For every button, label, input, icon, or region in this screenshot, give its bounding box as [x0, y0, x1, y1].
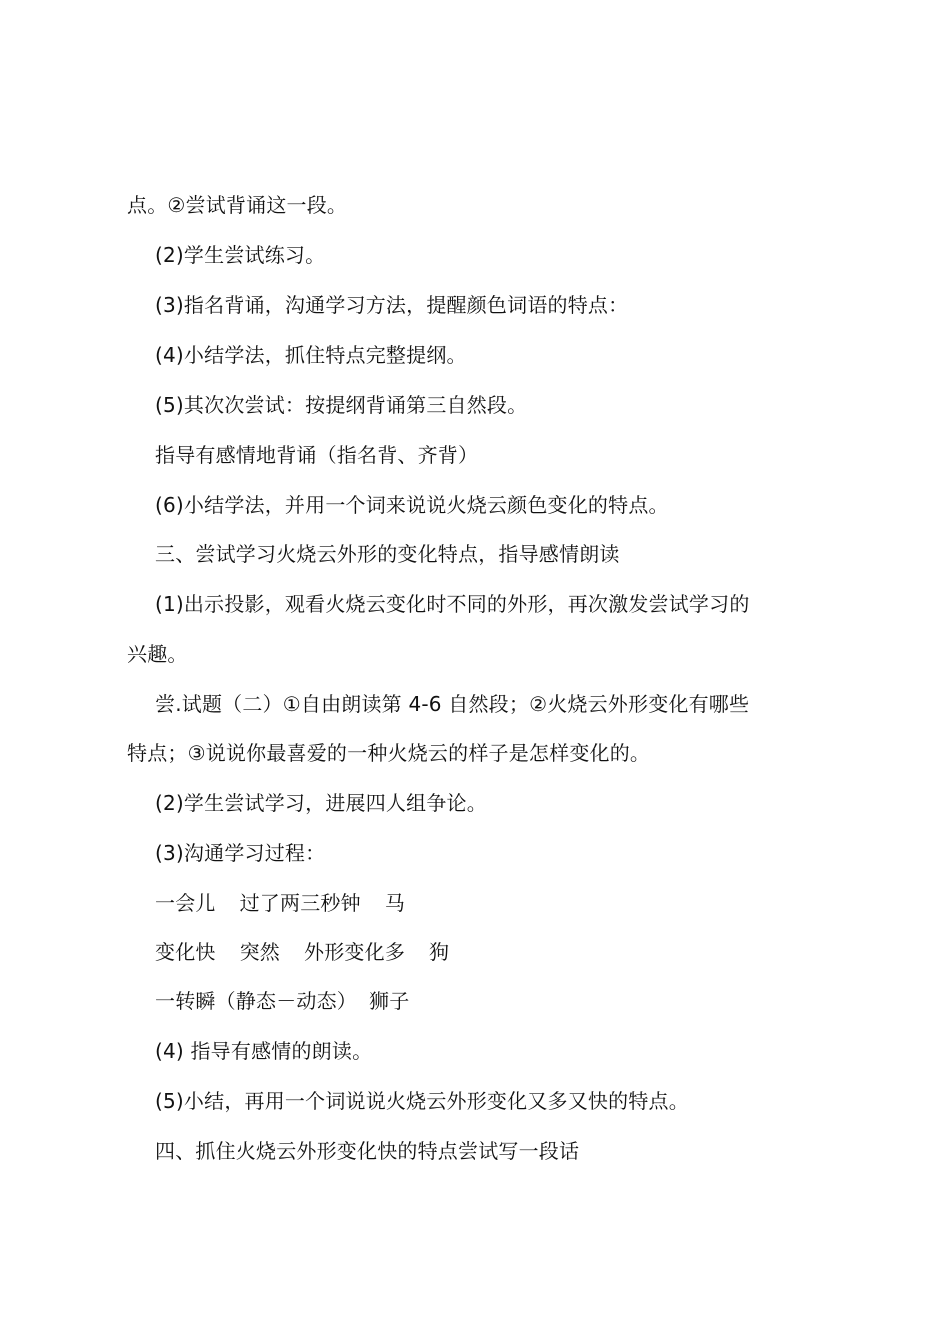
- text-line: 点。②尝试背诵这一段。: [127, 193, 348, 217]
- text-line: (5)其次次尝试：按提纲背诵第三自然段。: [155, 393, 528, 417]
- process-cell: 一会儿: [155, 891, 216, 915]
- text-line: (4)小结学法，抓住特点完整提纲。: [155, 343, 467, 367]
- process-row: [155, 889, 405, 917]
- text-line: (5)小结，再用一个词说说火烧云外形变化又多又快的特点。: [155, 1089, 689, 1113]
- text-line: (1)出示投影，观看火烧云变化时不同的外形，再次激发尝试学习的: [155, 592, 750, 616]
- text-line: (6)小结学法，并用一个词来说说火烧云颜色变化的特点。: [155, 493, 669, 517]
- process-row: [155, 987, 409, 1015]
- text-line: 特点；③说说你最喜爱的一种火烧云的样子是怎样变化的。: [127, 741, 651, 765]
- text-line: 兴趣。: [127, 642, 188, 666]
- text-line: (3)沟通学习过程：: [155, 841, 326, 865]
- section-heading: 三、尝试学习火烧云外形的变化特点，指导感情朗读: [155, 542, 620, 566]
- section-heading: 四、抓住火烧云外形变化快的特点尝试写一段话: [155, 1139, 580, 1163]
- process-cell: 一转瞬（静态－动态）: [155, 989, 357, 1013]
- process-cell: 外形变化多: [304, 940, 406, 964]
- process-cell: 狮子: [369, 989, 410, 1013]
- process-row: [155, 938, 449, 966]
- text-line: (4) 指导有感情的朗读。: [155, 1039, 373, 1063]
- process-cell: 突然: [239, 940, 281, 964]
- process-cell: 变化快: [155, 940, 216, 964]
- process-cell: 过了两三秒钟: [239, 891, 361, 915]
- process-cell: 马: [384, 891, 406, 915]
- text-line: 尝.试题（二）①自由朗读第 4-6 自然段；②火烧云外形变化有哪些: [155, 692, 750, 716]
- text-line: (2)学生尝试学习，进展四人组争论。: [155, 791, 487, 815]
- process-cell: 狗: [429, 940, 450, 964]
- text-line: (2)学生尝试练习。: [155, 243, 326, 267]
- text-line: (3)指名背诵，沟通学习方法，提醒颜色词语的特点：: [155, 293, 629, 317]
- text-line: 指导有感情地背诵（指名背、齐背）: [155, 443, 479, 467]
